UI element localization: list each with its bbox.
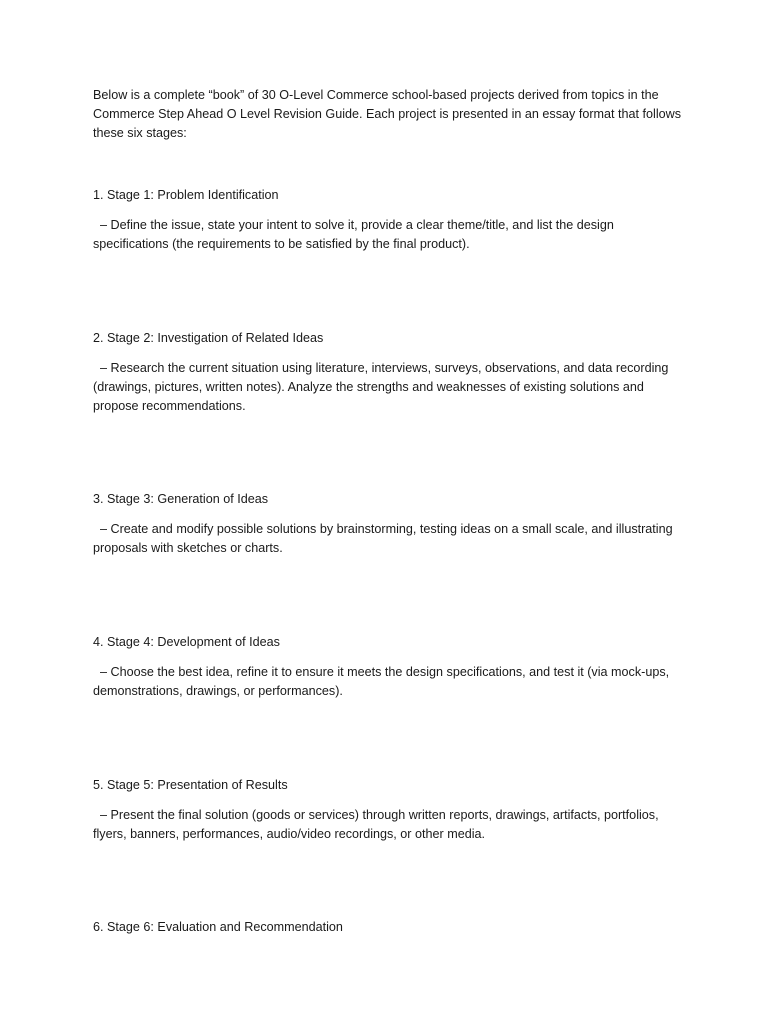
stage-5-description: – Present the final solution (goods or services) through written reports, drawings, artifacts, portfolios, flyers, banners, performances, audio/video recordings, or other media. [93,808,659,841]
stage-5-heading: 5. Stage 5: Presentation of Results [93,778,288,792]
stage-1-description: – Define the issue, state your intent to solve it, provide a clear theme/title, and list the design specifications (the requirements to be satisfied by the final product). [93,218,614,251]
stage-2-heading: 2. Stage 2: Investigation of Related Ideas [93,331,324,345]
stage-2-description: – Research the current situation using literature, interviews, surveys, observations, and data recording (drawings, pictures, written notes). Analyze the strengths and weaknesses of existing solutions and propose recommendations. [93,361,669,413]
stage-3-description: – Create and modify possible solutions by brainstorming, testing ideas on a small scale, and illustrating proposals with sketches or charts. [93,522,673,555]
intro-paragraph: Below is a complete “book” of 30 O-Level Commerce school-based projects derived from topics in the Commerce Step Ahead O Level Revision Guide. Each project is presented in an essay format that follows these six stages: [93,88,682,140]
stage-4-heading: 4. Stage 4: Development of Ideas [93,635,280,649]
stage-1-heading: 1. Stage 1: Problem Identification [93,188,279,202]
document-body [93,86,683,934]
stage-4-description: – Choose the best idea, refine it to ensure it meets the design specifications, and test it (via mock-ups, demonstrations, drawings, or performances). [93,665,670,698]
stage-6-heading: 6. Stage 6: Evaluation and Recommendation [93,920,343,934]
stage-3-heading: 3. Stage 3: Generation of Ideas [93,492,269,506]
